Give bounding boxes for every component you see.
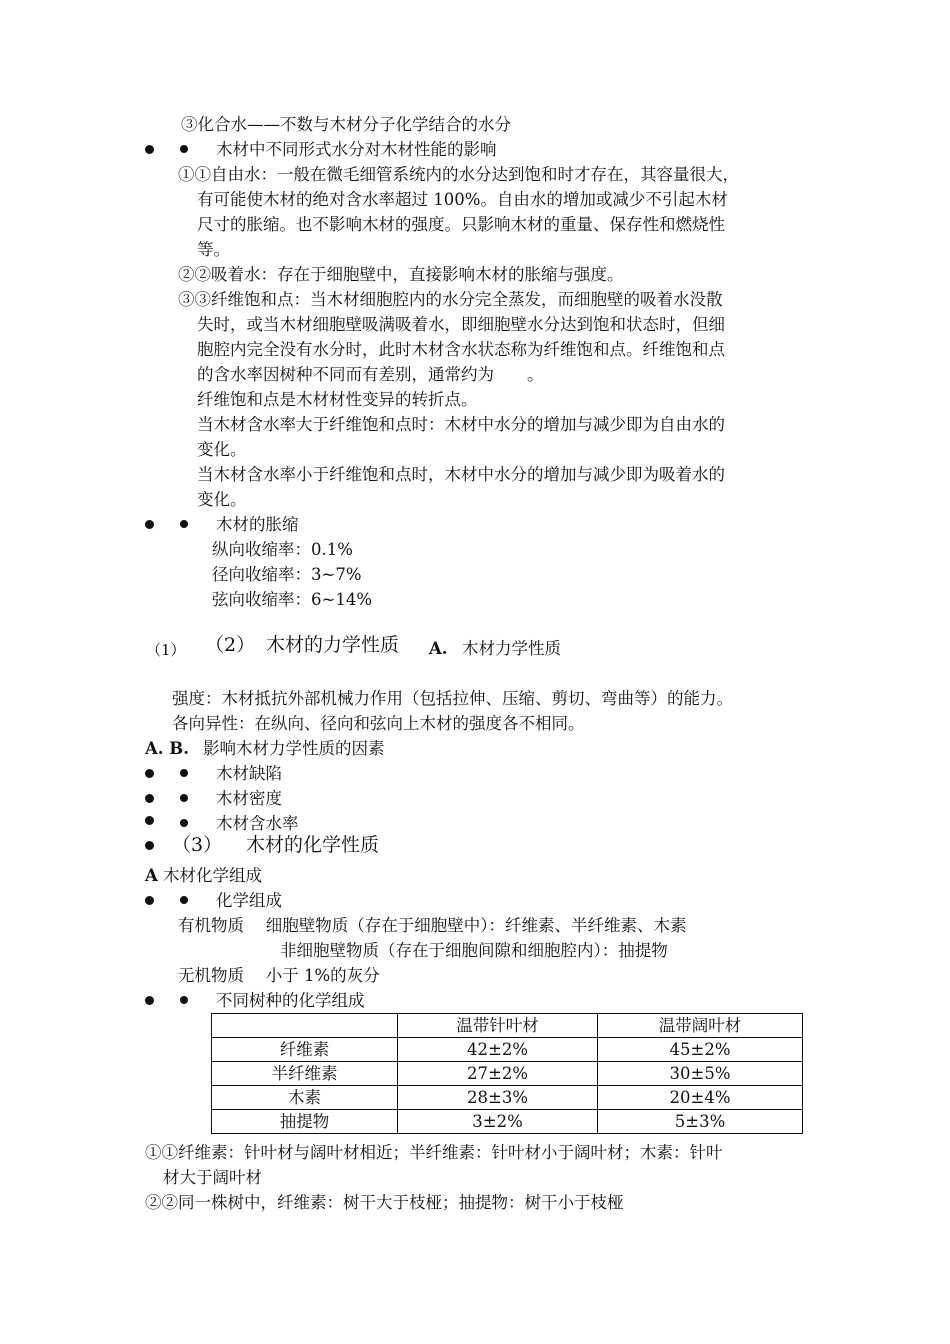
table-cell: 45±2% — [598, 1038, 803, 1062]
section-heading: 木材中不同形式水分对木材性能的影响 — [216, 140, 497, 159]
chemical-composition-table — [211, 1013, 803, 1134]
subsection-title: 木材化学组成 — [163, 866, 262, 885]
list-item: 化学组成 — [216, 891, 282, 910]
bullet-icon — [145, 145, 154, 154]
table-cell: 纤维素 — [212, 1038, 398, 1062]
table-cell: 半纤维素 — [212, 1062, 398, 1086]
bullet-icon — [145, 794, 154, 803]
bullet-icon — [180, 769, 188, 777]
table-cell: 抽提物 — [212, 1110, 398, 1134]
list-item: 木材含水率 — [216, 814, 299, 833]
text-line: ①①纤维素：针叶材与阔叶材相近；半纤维素：针叶材小于阔叶材；木素：针叶 — [145, 1143, 723, 1162]
text-line: 纵向收缩率：0.1% — [212, 540, 353, 559]
table-cell: 3±2% — [398, 1110, 598, 1134]
table-cell: 27±2% — [398, 1062, 598, 1086]
text-line: ②②吸着水：存在于细胞壁中，直接影响木材的胀缩与强度。 — [178, 265, 624, 284]
table-header-cell: 温带阔叶材 — [598, 1014, 803, 1038]
heading-number: （1） — [146, 641, 186, 659]
bullet-icon — [180, 794, 188, 802]
text-line: 有机物质 细胞壁物质（存在于细胞壁中）：纤维素、半纤维素、木素 — [178, 916, 687, 935]
table-cell: 28±3% — [398, 1086, 598, 1110]
text-line: ①①自由水：一般在微毛细管系统内的水分达到饱和时才存在，其容量很大， — [178, 165, 739, 184]
table-cell: 20±4% — [598, 1086, 803, 1110]
table-cell: 5±3% — [598, 1110, 803, 1134]
table-row — [212, 1110, 803, 1134]
bullet-icon — [145, 896, 154, 905]
heading-letter: A — [145, 866, 158, 885]
bullet-icon — [180, 520, 188, 528]
table-row — [212, 1086, 803, 1110]
bullet-icon — [145, 841, 154, 850]
list-item: 不同树种的化学组成 — [216, 991, 365, 1010]
bullet-icon — [180, 819, 188, 827]
bullet-icon — [145, 816, 154, 825]
text-line: 当木材含水率小于纤维饱和点时，木材中水分的增加与减少即为吸着水的 — [197, 465, 725, 484]
text-line: 无机物质 小于 1%的灰分 — [178, 966, 380, 985]
table-header-cell: 温带针叶材 — [398, 1014, 598, 1038]
section-title: 木材的化学性质 — [246, 834, 380, 856]
section-heading: 木材的胀缩 — [216, 515, 299, 534]
heading-number: （2） — [205, 634, 256, 656]
table-header-row — [212, 1014, 803, 1038]
bullet-icon — [180, 896, 188, 904]
table-cell: 木素 — [212, 1086, 398, 1110]
section-title: 木材的力学性质 — [266, 634, 400, 656]
text-line: ③③纤维饱和点：当木材细胞腔内的水分完全蒸发，而细胞壁的吸着水没散 — [178, 290, 723, 309]
list-item: 木材缺陷 — [216, 764, 282, 783]
text-line: 当木材含水率大于纤维饱和点时：木材中水分的增加与减少即为自由水的 — [197, 415, 725, 434]
subsection-title: 木材力学性质 — [462, 639, 561, 658]
text-line: 各向异性：在纵向、径向和弦向上木材的强度各不相同。 — [172, 714, 585, 733]
heading-number: （3） — [172, 834, 223, 856]
subsection-title: 影响木材力学性质的因素 — [203, 739, 385, 758]
table-header-cell — [212, 1014, 398, 1038]
text-line: 非细胞壁物质（存在于细胞间隙和细胞腔内）：抽提物 — [280, 941, 668, 960]
text-line: 径向收缩率：3~7% — [212, 565, 362, 584]
bullet-icon — [145, 996, 154, 1005]
text-line: 有可能使木材的绝对含水率超过 100%。自由水的增加或减少不引起木材 — [197, 190, 728, 209]
text-line: 纤维饱和点是木材材性变异的转折点。 — [197, 390, 478, 409]
heading-letter: A. B. — [145, 739, 189, 758]
bullet-icon — [180, 145, 188, 153]
text-line: 强度：木材抵抗外部机械力作用（包括拉伸、压缩、剪切、弯曲等）的能力。 — [172, 689, 733, 708]
text-line: 尺寸的胀缩。也不影响木材的强度。只影响木材的重量、保存性和燃烧性 — [197, 215, 725, 234]
text-line: 弦向收缩率：6~14% — [212, 590, 372, 609]
table-cell: 30±5% — [598, 1062, 803, 1086]
table-cell: 42±2% — [398, 1038, 598, 1062]
text-line: 变化。 — [197, 490, 247, 509]
text-line: 变化。 — [197, 440, 247, 459]
text-line: ②②同一株树中，纤维素：树干大于枝桠；抽提物：树干小于枝桠 — [145, 1193, 624, 1212]
bullet-icon — [145, 769, 154, 778]
text-line: 失时，或当木材细胞壁吸满吸着水，即细胞壁水分达到饱和状态时，但细 — [197, 315, 725, 334]
list-item: 木材密度 — [216, 789, 282, 808]
text-line: 等。 — [197, 240, 230, 259]
heading-letter: A. — [429, 639, 448, 658]
text-line: 材大于阔叶材 — [163, 1168, 262, 1187]
bullet-icon — [145, 520, 154, 529]
bullet-icon — [180, 996, 188, 1004]
text-line: ③化合水——不数与木材分子化学结合的水分 — [181, 115, 511, 134]
table-row — [212, 1062, 803, 1086]
table-row — [212, 1038, 803, 1062]
text-line: 的含水率因树种不同而有差别，通常约为 。 — [197, 365, 544, 384]
text-line: 胞腔内完全没有水分时，此时木材含水状态称为纤维饱和点。纤维饱和点 — [197, 340, 725, 359]
